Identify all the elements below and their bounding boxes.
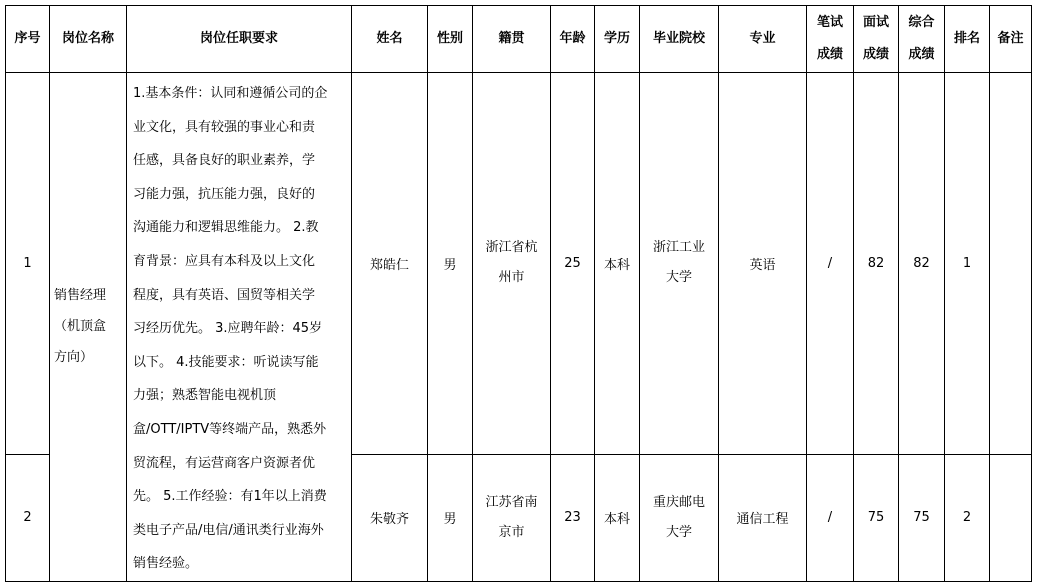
position-line: 销售经理	[54, 288, 107, 304]
header-hometown: 籍贯	[473, 6, 551, 73]
cell-seq: 2	[6, 454, 50, 581]
requirement-line: 习能力强，抗压能力强，良好的	[133, 186, 316, 202]
hometown-line: 州市	[498, 270, 525, 286]
cell-gender: 男	[428, 454, 473, 581]
header-overall-score	[899, 6, 945, 73]
cell-notes	[990, 454, 1032, 581]
requirement-line: 程度，具有英语、国贸等相关学	[133, 287, 316, 303]
header-requirements: 岗位任职要求	[127, 6, 352, 73]
header-education: 学历	[595, 6, 640, 73]
hometown-line: 浙江省杭	[485, 240, 538, 256]
cell-interview-score: 82	[854, 73, 899, 455]
header-row	[6, 6, 1032, 73]
header-written-score	[807, 6, 854, 73]
header-overall-line1: 综合	[908, 15, 935, 30]
position-line: （机顶盒	[54, 319, 107, 335]
header-seq: 序号	[6, 6, 50, 73]
cell-overall-score: 82	[899, 73, 945, 455]
header-gender: 性别	[428, 6, 473, 73]
requirement-line: 沟通能力和逻辑思维能力。 2.教	[133, 220, 319, 236]
header-overall-line2: 成绩	[908, 47, 935, 62]
cell-gender: 男	[428, 73, 473, 455]
cell-hometown	[473, 73, 551, 455]
cell-education: 本科	[595, 73, 640, 455]
cell-written-score: /	[807, 73, 854, 455]
cell-interview-score: 75	[854, 454, 899, 581]
school-line: 重庆邮电	[652, 494, 705, 510]
header-position: 岗位名称	[50, 6, 127, 73]
school-line: 大学	[665, 270, 692, 286]
cell-seq: 1	[6, 73, 50, 455]
hometown-line: 京市	[498, 524, 525, 540]
requirement-line: 类电子产品/电信/通讯类行业海外	[133, 522, 324, 538]
header-interview-line2: 成绩	[862, 47, 889, 62]
header-interview-line1: 面试	[862, 15, 889, 30]
header-age: 年龄	[551, 6, 595, 73]
table-row	[6, 73, 1032, 455]
cell-name: 朱敬齐	[352, 454, 428, 581]
position-line: 方向）	[54, 350, 94, 366]
school-line: 浙江工业	[652, 240, 705, 256]
requirement-line: 以下。 4.技能要求：听说读写能	[133, 354, 319, 370]
school-line: 大学	[665, 524, 692, 540]
cell-name: 郑皓仁	[352, 73, 428, 455]
cell-written-score: /	[807, 454, 854, 581]
requirement-line: 任感，具备良好的职业素养，学	[133, 153, 316, 169]
header-interview-score	[854, 6, 899, 73]
header-rank: 排名	[945, 6, 990, 73]
header-major: 专业	[719, 6, 807, 73]
requirement-line: 育背景：应具有本科及以上文化	[133, 253, 316, 269]
requirement-line: 销售经验。	[133, 556, 199, 572]
requirement-line: 盒/OTT/IPTV等终端产品，熟悉外	[133, 421, 327, 437]
cell-notes	[990, 73, 1032, 455]
header-written-line1: 笔试	[816, 15, 843, 30]
header-school: 毕业院校	[640, 6, 719, 73]
cell-overall-score: 75	[899, 454, 945, 581]
cell-school	[640, 454, 719, 581]
cell-rank: 1	[945, 73, 990, 455]
cell-major: 英语	[719, 73, 807, 455]
header-written-line2: 成绩	[816, 47, 843, 62]
requirement-line: 贸流程，有运营商客户资源者优	[133, 455, 316, 471]
requirement-line: 1.基本条件：认同和遵循公司的企	[133, 86, 328, 101]
cell-requirements	[127, 73, 352, 582]
cell-hometown	[473, 454, 551, 581]
cell-position	[50, 73, 127, 582]
requirement-line: 先。 5.工作经验：有1年以上消费	[133, 489, 327, 505]
cell-rank: 2	[945, 454, 990, 581]
hometown-line: 江苏省南	[485, 494, 538, 510]
requirement-line: 力强；熟悉智能电视机顶	[133, 388, 277, 404]
cell-major: 通信工程	[719, 454, 807, 581]
cell-age: 23	[551, 454, 595, 581]
cell-age: 25	[551, 73, 595, 455]
requirement-line: 业文化，具有较强的事业心和责	[133, 119, 316, 135]
cell-school	[640, 73, 719, 455]
requirement-line: 习经历优先。 3.应聘年龄：45岁	[133, 321, 323, 337]
header-name: 姓名	[352, 6, 428, 73]
candidate-table	[5, 5, 1032, 582]
header-notes: 备注	[990, 6, 1032, 73]
cell-education: 本科	[595, 454, 640, 581]
